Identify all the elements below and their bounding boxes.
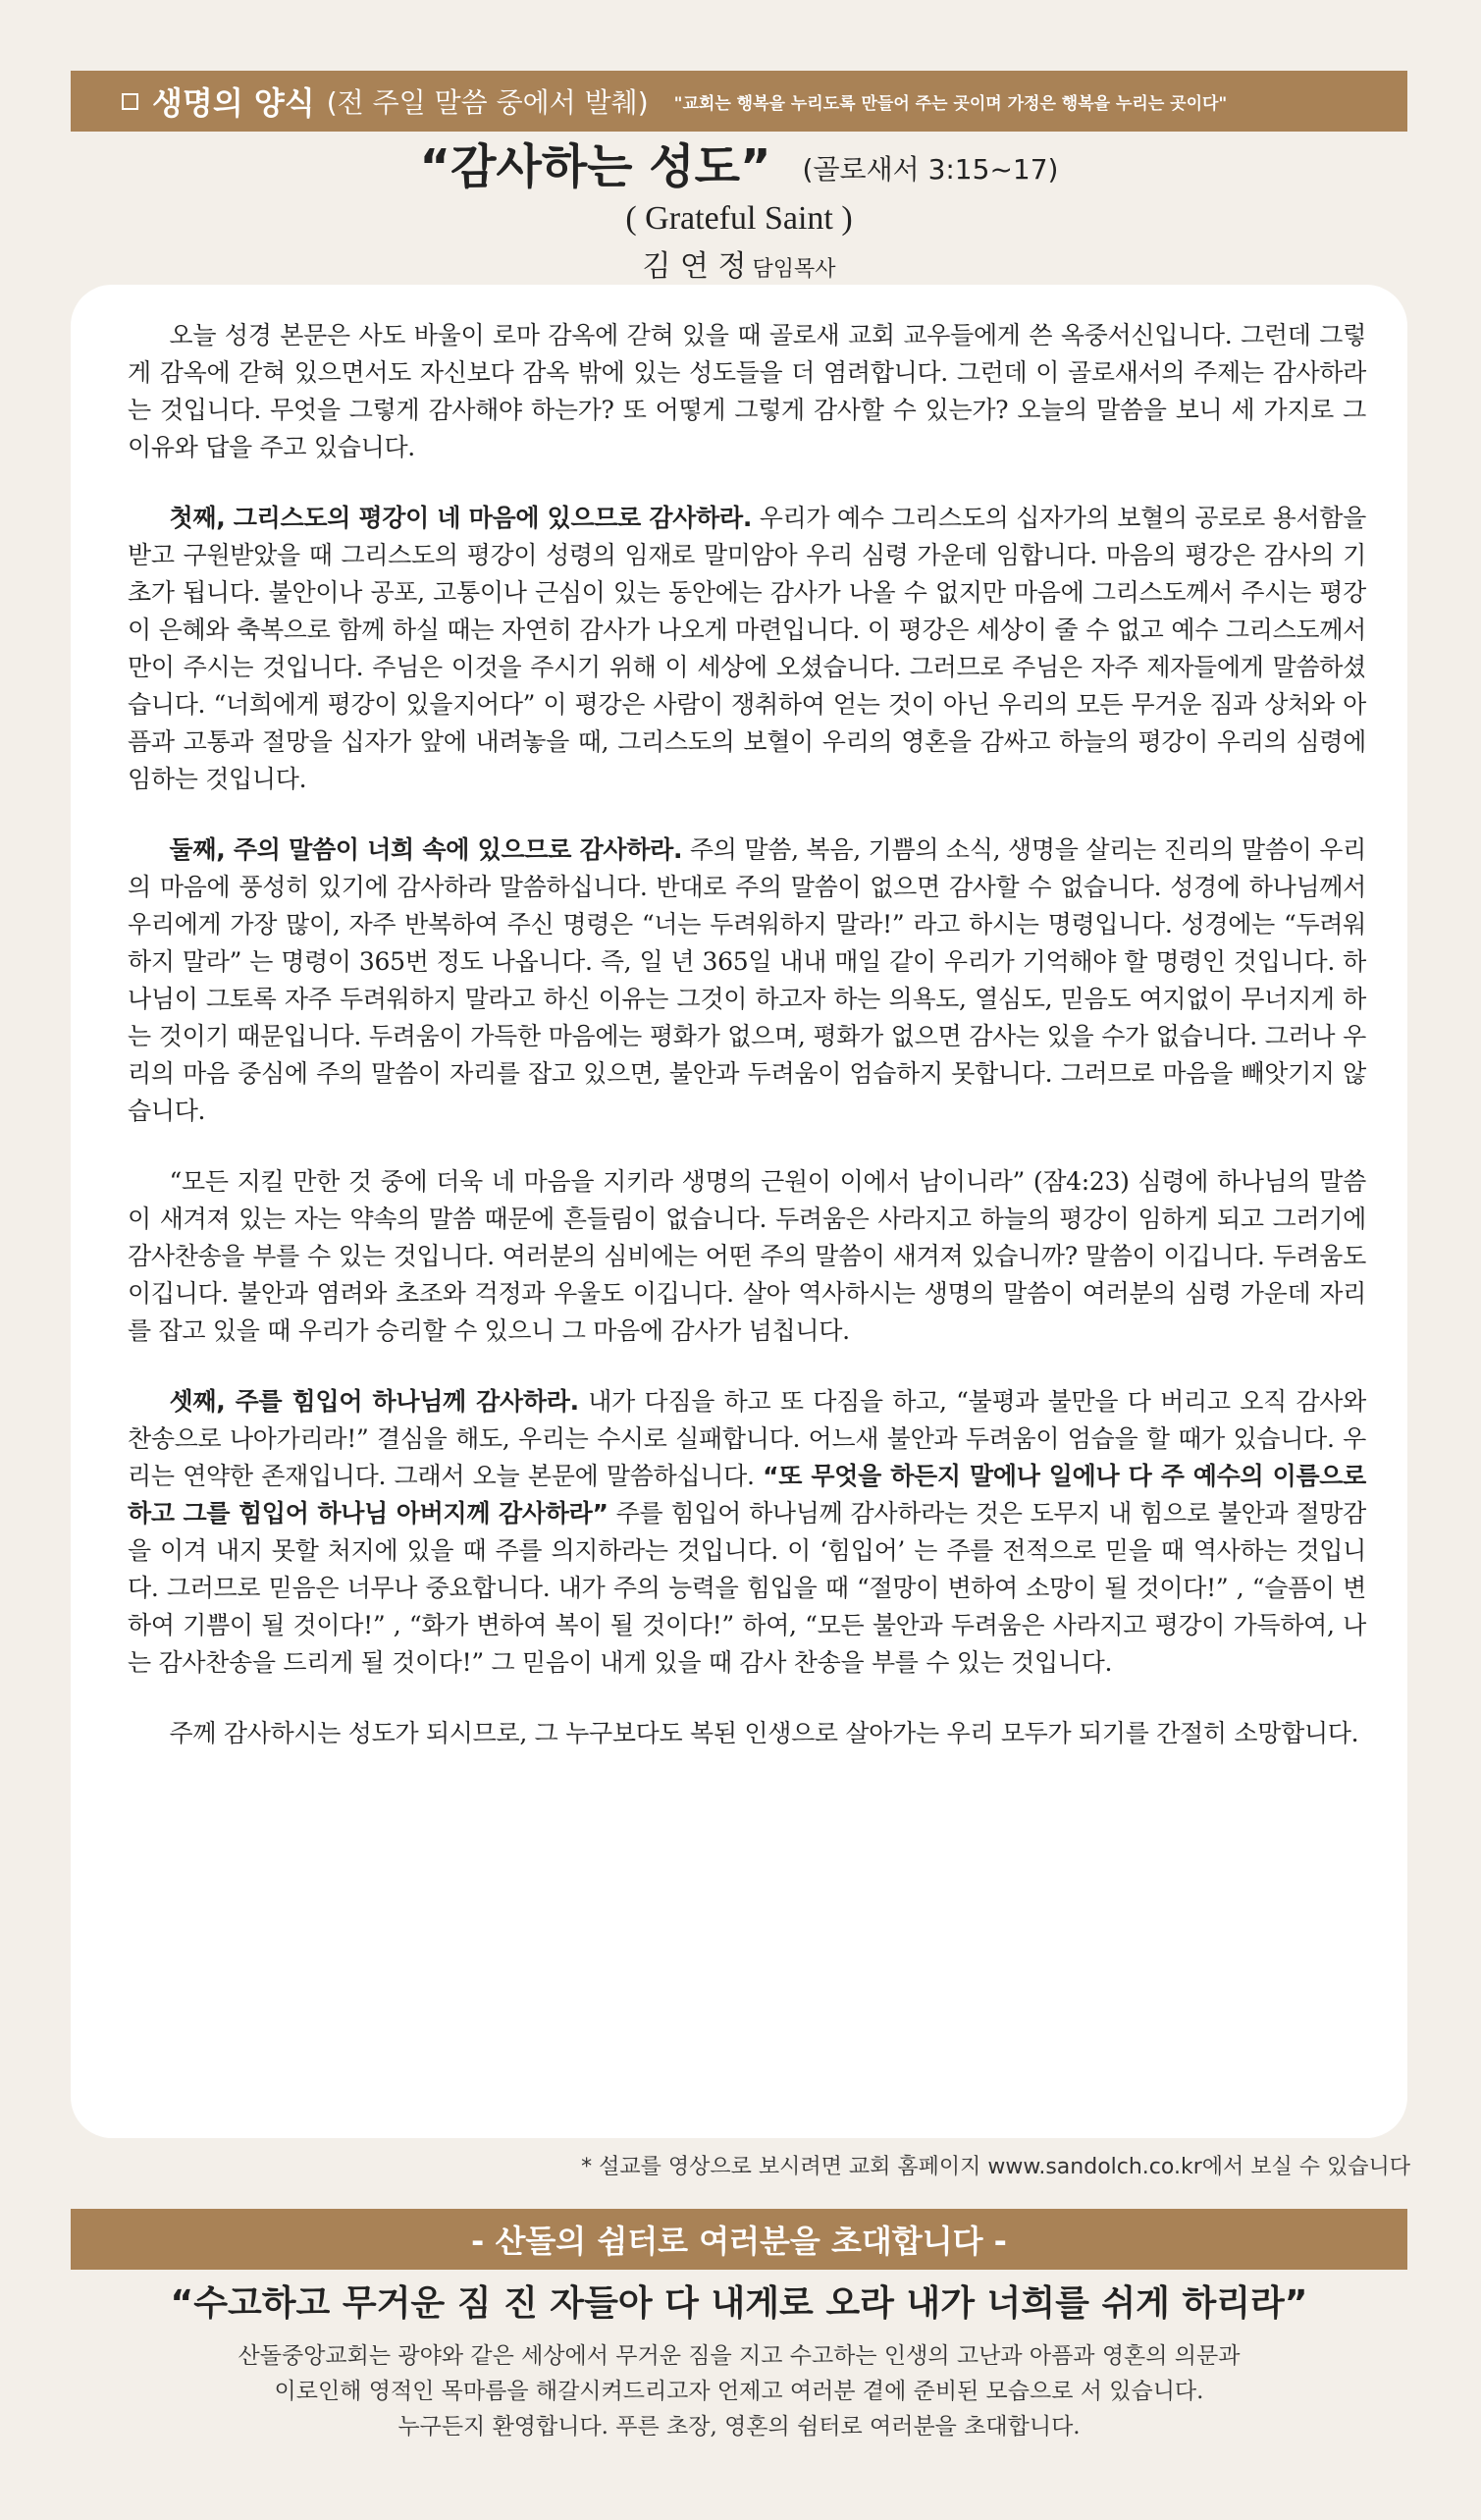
first-point-paragraph xyxy=(128,500,1366,798)
invitation-line-3: 누구든지 환영합니다. 푸른 초장, 영혼의 쉼터로 여러분을 초대합니다. xyxy=(397,2414,1081,2440)
proverb-paragraph: “모든 지킬 만한 것 중에 더욱 네 마음을 지키라 생명의 근원이 이에서 남이니라” (잠4:23) 심령에 하나님의 말씀이 새겨져 있는 자는 약속의 말씀 때문에 흔들림이 없습니다. 두려움은 사라지고 하늘의 평강이 임하게 되고 그러기에 감사찬송을 부를 수 있는 것입니다. 여러분의 심비에는 어떤 주의 말씀이 새겨져 있습니까? 말씀이 이깁니다. 두려움도 이깁니다. 불안과 염려와 초조와 걱정과 우울도 이깁니다. 살아 역사하시는 생명의 말씀이 여러분의 심령 가운데 자리를 잡고 있을 때 우리가 승리할 수 있으니 그 마음에 감사가 넘칩니다. xyxy=(128,1167,1366,1345)
first-point-text: 우리가 예수 그리스도의 십자가의 보혈의 공로로 용서함을 받고 구원받았을 때 그리스도의 평강이 성령의 임재로 말미암아 우리 심령 가운데 임합니다. 마음의 평강은 감사의 기초가 됩니다. 불안이나 공포, 고통이나 근심이 있는 동안에는 감사가 나올 수 없지만 마음에 그리스도께서 주시는 평강이 은혜와 축복으로 함께 하실 때는 자연히 감사가 나오게 마련입니다. 이 평강은 세상이 줄 수 없고 예수 그리스도께서만이 주시는 것입니다. 주님은 이것을 주시기 위해 이 세상에 오셨습니다. 그러므로 주님은 자주 제자들에게 말씀하셨습니다. “너희에게 평강이 있을지어다” 이 평강은 사람이 쟁취하여 얻는 것이 아닌 우리의 모든 무거운 짐과 상처와 아픔과 고통과 절망을 십자가 앞에 내려놓을 때, 그리스도의 보혈이 우리의 영혼을 감싸고 하늘의 평강이 우리의 심령에 임하는 것입니다. xyxy=(128,504,1366,793)
invitation-quote: “수고하고 무거운 짐 진 자들아 다 내게로 오라 내가 너희를 쉬게 하리라” xyxy=(170,2283,1308,2324)
sermon-title-line xyxy=(71,137,1407,199)
sermon-title: “감사하는 성도” xyxy=(419,139,771,194)
third-point-paragraph xyxy=(128,1383,1366,1682)
section-subtitle: (전 주일 말씀 중에서 발췌) xyxy=(326,86,649,119)
invitation-banner: - 산돌의 쉼터로 여러분을 초대합니다 - xyxy=(71,2209,1407,2270)
second-point-heading: 둘째, 주의 말씀이 너희 속에 있으므로 감사하라. xyxy=(169,835,683,864)
second-point-paragraph xyxy=(128,831,1366,1130)
third-point-heading: 셋째, 주를 힘입어 하나님께 감사하라. xyxy=(169,1387,579,1416)
invitation-line-1: 산돌중앙교회는 광야와 같은 세상에서 무거운 짐을 지고 수고하는 인생의 고난과 아픔과 영혼의 의문과 xyxy=(238,2343,1241,2369)
sermon-title-block xyxy=(71,137,1407,289)
invitation-line-2: 이로인해 영적인 목마름을 해갈시켜드리고자 언제고 여러분 곁에 준비된 모습으로 서 있습니다. xyxy=(274,2379,1204,2404)
sermon-body xyxy=(71,285,1407,2138)
scripture-reference: (골로새서 3:15~17) xyxy=(802,153,1059,186)
closing-paragraph: 주께 감사하시는 성도가 되시므로, 그 누구보다도 복된 인생으로 살아가는 우리 모두가 되기를 간절히 소망합니다. xyxy=(169,1719,1359,1747)
section-title: 생명의 양식 xyxy=(152,84,315,122)
pastor-line xyxy=(71,248,1407,289)
second-point-text: 주의 말씀, 복음, 기쁨의 소식, 생명을 살리는 진리의 말씀이 우리의 마음에 풍성히 있기에 감사하라 말씀하십니다. 반대로 주의 말씀이 없으면 감사할 수 없습니다. 성경에 하나님께서 우리에게 가장 많이, 자주 반복하여 주신 명령은 “너는 두려워하지 말라!” 라고 하시는 명령입니다. 성경에는 “두려워하지 말라” 는 명령이 365번 정도 나옵니다. 즉, 일 년 365일 내내 매일 같이 우리가 기억해야 할 명령인 것입니다. 하나님이 그토록 자주 두려워하지 말라고 하신 이유는 그것이 하고자 하는 의욕도, 열심도, 믿음도 여지없이 무너지게 하는 것이기 때문입니다. 두려움이 가득한 마음에는 평화가 없으며, 평화가 없으면 감사는 있을 수가 없습니다. 그러나 우리의 마음 중심에 주의 말씀이 자리를 잡고 있으면, 불안과 두려움이 엄습하지 못합니다. 그러므로 마음을 빼앗기지 않습니다. xyxy=(128,835,1366,1125)
pastor-role: 담임목사 xyxy=(752,257,836,282)
first-point-heading: 첫째, 그리스도의 평강이 네 마음에 있으므로 감사하라. xyxy=(169,504,753,532)
invitation-description xyxy=(71,2338,1407,2444)
video-footnote: * 설교를 영상으로 보시려면 교회 홈페이지 www.sandolch.co.kr에서 보실 수 있습니다 xyxy=(581,2155,1410,2179)
third-point-text-b: 주를 힘입어 하나님께 감사하라는 것은 도무지 내 힘으로 불안과 절망감을 이겨 내지 못할 처지에 있을 때 주를 의지하라는 것입니다. 이 ‘힘입어’ 는 주를 전적으로 믿을 때 역사하는 것입니다. 그러므로 믿음은 너무나 중요합니다. 내가 주의 능력을 힘입을 때 “절망이 변하여 소망이 될 것이다!” , “슬픔이 변하여 기쁨이 될 것이다!” , “화가 변하여 복이 될 것이다!” 하여, “모든 불안과 두려움은 사라지고 평강이 가득하여, 나는 감사찬송을 드리게 될 것이다!” 그 믿음이 내게 있을 때 감사 찬송을 부를 수 있는 것입니다. xyxy=(128,1499,1366,1677)
section-header-bar xyxy=(71,71,1407,132)
third-point-text-a: 내가 다짐을 하고 또 다짐을 하고, “불평과 불만을 다 버리고 오직 감사와 찬송으로 나아가리라!” 결심을 해도, 우리는 수시로 실패합니다. 어느새 불안과 두려움이 엄습을 할 때가 있습니다. 우리는 연약한 존재입니다. 그래서 오늘 본문에 말씀하십니다. xyxy=(128,1387,1366,1490)
third-point-quote: “또 무엇을 하든지 말에나 일에나 다 주 예수의 이름으로 하고 그를 힘입어 하나님 아버지께 감사하라” xyxy=(128,1462,1366,1528)
pastor-name: 김 연 정 xyxy=(642,249,747,284)
intro-paragraph: 오늘 성경 본문은 사도 바울이 로마 감옥에 갇혀 있을 때 골로새 교회 교우들에게 쓴 옥중서신입니다. 그런데 그렇게 감옥에 갇혀 있으면서도 자신보다 감옥 밖에 있는 성도들을 더 염려합니다. 그런데 이 골로새서의 주제는 감사하라는 것입니다. 무엇을 그렇게 감사해야 하는가? 또 어떻게 그렇게 감사할 수 있는가? 오늘의 말씀을 보니 세 가지로 그 이유와 답을 주고 있습니다. xyxy=(128,321,1366,461)
sermon-title-english: ( Grateful Saint ) xyxy=(625,200,853,237)
church-motto: "교회는 행복을 누리도록 만들어 주는 곳이며 가정은 행복을 누리는 곳이다" xyxy=(673,93,1228,114)
checkbox-square-icon xyxy=(122,93,138,110)
